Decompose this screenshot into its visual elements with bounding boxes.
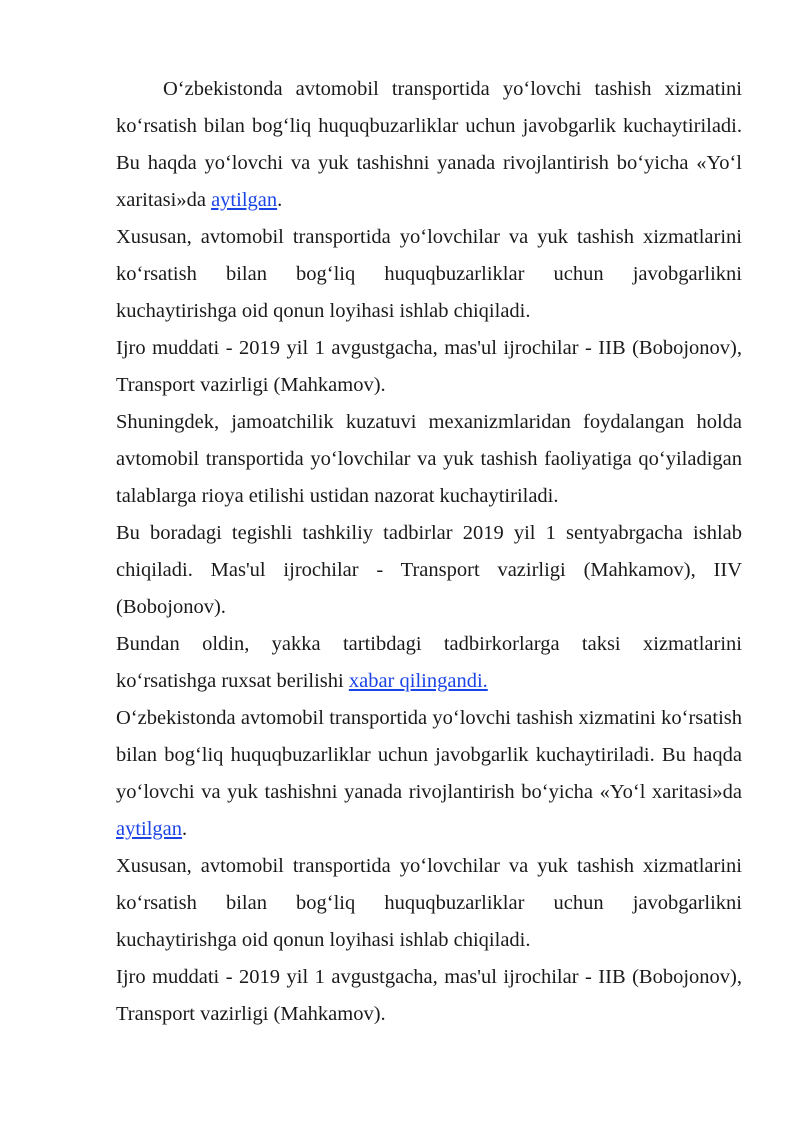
- paragraph-text: Bundan oldin, yakka tartibdagi tadbirkorlarga taksi xizmatlarini ko‘rsatishga ruxsat berilishi: [116, 633, 742, 692]
- paragraph-text-after: .: [182, 818, 188, 840]
- paragraph-7: [116, 700, 742, 848]
- paragraph-6: [116, 626, 742, 700]
- aytilgan-link[interactable]: aytilgan: [116, 818, 183, 840]
- paragraph-text: Ijro muddati - 2019 yil 1 avgustgacha, mas'ul ijrochilar - IIB (Bobojonov), Transport vazirligi (Mahkamov).: [116, 337, 742, 396]
- paragraph-text: Ijro muddati - 2019 yil 1 avgustgacha, mas'ul ijrochilar - IIB (Bobojonov), Transport vazirligi (Mahkamov).: [116, 966, 742, 1025]
- paragraph-text: O‘zbekistonda avtomobil transportida yo‘lovchi tashish xizmatini ko‘rsatish bilan bog‘liq huquqbuzarliklar uchun javobgarlik kuchaytiriladi. Bu haqda yo‘lovchi va yuk tashishni yanada rivojlantirish bo‘yicha «Yo‘l xaritasi»da: [116, 707, 742, 803]
- paragraph-text: Bu boradagi tegishli tashkiliy tadbirlar 2019 yil 1 sentyabrgacha ishlab chiqiladi. Mas'ul ijrochilar - Transport vazirligi (Mahkamov), IIV (Bobojonov).: [116, 522, 742, 618]
- paragraph-8: [116, 848, 742, 959]
- xabar-qilingandi-link[interactable]: xabar qilingandi.: [348, 670, 488, 692]
- paragraph-3: [116, 330, 742, 404]
- paragraph-text: O‘zbekistonda avtomobil transportida yo‘lovchi tashish xizmatini ko‘rsatish bilan bog‘liq huquqbuzarliklar uchun javobgarlik kuchaytiriladi. Bu haqda yo‘lovchi va yuk tashishni yanada rivojlantirish bo‘yicha «Yo‘l xaritasi»da: [116, 78, 742, 211]
- paragraph-9: [116, 959, 742, 1033]
- paragraph-1: [116, 71, 742, 219]
- paragraph-2: [116, 219, 742, 330]
- paragraph-text: Xususan, avtomobil transportida yo‘lovchilar va yuk tashish xizmatlarini ko‘rsatish bilan bog‘liq huquqbuzarliklar uchun javobgarlikni kuchaytirishga oid qonun loyihasi ishlab chiqiladi.: [116, 226, 742, 322]
- paragraph-text: Xususan, avtomobil transportida yo‘lovchilar va yuk tashish xizmatlarini ko‘rsatish bilan bog‘liq huquqbuzarliklar uchun javobgarlikni kuchaytirishga oid qonun loyihasi ishlab chiqiladi.: [116, 855, 742, 951]
- paragraph-5: [116, 515, 742, 626]
- paragraph-text-after: .: [277, 189, 283, 211]
- paragraph-text: Shuningdek, jamoatchilik kuzatuvi mexanizmlaridan foydalangan holda avtomobil transportida yo‘lovchilar va yuk tashish faoliyatiga qo‘yiladigan talablarga rioya etilishi ustidan nazorat kuchaytiriladi.: [116, 411, 742, 507]
- aytilgan-link[interactable]: aytilgan: [211, 189, 278, 211]
- paragraph-4: [116, 404, 742, 515]
- document-body: [116, 71, 742, 1033]
